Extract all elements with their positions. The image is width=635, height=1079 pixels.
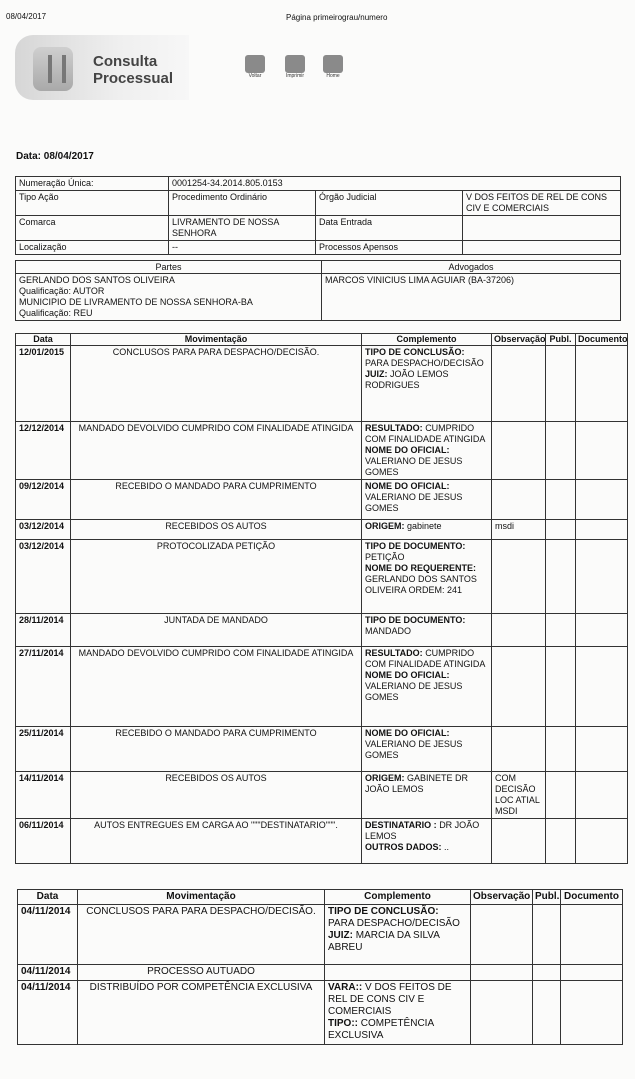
movement-publ [546, 422, 576, 480]
movement-description: CONCLUSOS PARA PARA DESPACHO/DECISÃO. [78, 905, 325, 965]
movement-document [576, 346, 628, 422]
movement-row [16, 480, 628, 520]
complement-value: VALERIANO DE JESUS GOMES [365, 681, 463, 702]
movement-description: CONCLUSOS PARA PARA DESPACHO/DECISÃO. [71, 346, 362, 422]
movement-publ [546, 520, 576, 540]
movement-complement [362, 772, 492, 819]
movement-description: PROCESSO AUTUADO [78, 965, 325, 981]
movement-observation [492, 540, 546, 614]
movement-observation [471, 905, 533, 965]
movement-row [18, 905, 623, 965]
movement-observation [492, 727, 546, 772]
page-date: Data: 08/04/2017 [16, 151, 94, 162]
movement-document [576, 819, 628, 864]
col-complemento: Complemento [325, 890, 471, 905]
movement-date: 28/11/2014 [16, 614, 71, 647]
complement-key: OUTROS DADOS: [365, 842, 442, 852]
home-icon [323, 55, 343, 73]
complement-value: MANDADO [365, 626, 412, 636]
movement-publ [533, 965, 561, 981]
complement-key: NOME DO REQUERENTE: [365, 563, 477, 573]
movement-publ [533, 905, 561, 965]
complement-value: VALERIANO DE JESUS GOMES [365, 739, 463, 760]
movement-observation: msdi [492, 520, 546, 540]
parte-name: GERLANDO DOS SANTOS OLIVEIRA [19, 275, 175, 285]
movement-date: 03/12/2014 [16, 520, 71, 540]
col-documento: Documento [561, 890, 623, 905]
tipo-acao-value: Procedimento Ordinário [169, 191, 316, 216]
movement-description: MANDADO DEVOLVIDO CUMPRIDO COM FINALIDADE ATINGIDA [71, 422, 362, 480]
movement-complement [362, 540, 492, 614]
movement-complement [362, 422, 492, 480]
movement-observation: COM DECISÃO LOC ATIAL MSDI [492, 772, 546, 819]
movement-publ [546, 819, 576, 864]
movement-row [16, 614, 628, 647]
movement-publ [546, 480, 576, 520]
back-button[interactable]: Voltar [240, 55, 270, 79]
movement-date: 12/12/2014 [16, 422, 71, 480]
parte-qualificacao: Qualificação: AUTOR [19, 286, 105, 296]
orgao-value: V DOS FEITOS DE REL DE CONS CIV E COMERCIAIS [463, 191, 621, 216]
comarca-value: LIVRAMENTO DE NOSSA SENHORA [169, 216, 316, 241]
movement-observation [492, 819, 546, 864]
movement-document [576, 520, 628, 540]
complement-key: JUIZ: [365, 369, 388, 379]
movement-complement [362, 614, 492, 647]
movement-observation [492, 422, 546, 480]
complement-value: DR JOÃO LEMOS [365, 820, 480, 841]
movement-date: 06/11/2014 [16, 819, 71, 864]
complement-value: CUMPRIDO COM FINALIDADE ATINGIDA [365, 423, 486, 444]
partes-header: Partes [16, 261, 322, 274]
movement-observation [492, 647, 546, 727]
movement-observation [471, 981, 533, 1045]
movement-document [561, 981, 623, 1045]
numeracao-label: Numeração Única: [16, 177, 169, 191]
movement-document [576, 727, 628, 772]
movement-description: AUTOS ENTREGUES EM CARGA AO """DESTINATARIO""". [71, 819, 362, 864]
home-button[interactable]: Home [318, 55, 348, 79]
localizacao-value: -- [169, 241, 316, 255]
movement-row [18, 981, 623, 1045]
movement-description: MANDADO DEVOLVIDO CUMPRIDO COM FINALIDADE ATINGIDA [71, 647, 362, 727]
complement-key: NOME DO OFICIAL: [365, 728, 450, 738]
movement-document [561, 965, 623, 981]
movement-document [576, 647, 628, 727]
movement-publ [546, 727, 576, 772]
complement-key: JUIZ: [328, 930, 353, 941]
movement-document [561, 905, 623, 965]
complement-value: V DOS FEITOS DE REL DE CONS CIV E COMERCIAIS [328, 982, 452, 1017]
data-entrada-value [463, 216, 621, 241]
movement-observation [471, 965, 533, 981]
apensos-value [463, 241, 621, 255]
movement-description: RECEBIDO O MANDADO PARA CUMPRIMENTO [71, 480, 362, 520]
consulta-processual-logo [15, 35, 189, 100]
complement-key: VARA:: [328, 982, 363, 993]
localizacao-label: Localização [16, 241, 169, 255]
movement-complement [362, 727, 492, 772]
complement-key: TIPO:: [328, 1018, 358, 1029]
complement-key: NOME DO OFICIAL: [365, 445, 450, 455]
justice-emblem-icon [33, 47, 73, 91]
col-observacao: Observação [492, 334, 546, 346]
complement-key: TIPO DE CONCLUSÃO: [328, 906, 439, 917]
movement-row [16, 727, 628, 772]
movement-description: PROTOCOLIZADA PETIÇÃO [71, 540, 362, 614]
complement-value: PARA DESPACHO/DECISÃO [328, 918, 460, 929]
movement-description: RECEBIDO O MANDADO PARA CUMPRIMENTO [71, 727, 362, 772]
movement-complement [325, 905, 471, 965]
complement-key: TIPO DE CONCLUSÃO: [365, 347, 465, 357]
parte-qualificacao: Qualificação: REU [19, 308, 93, 318]
print-button[interactable]: Imprimir [280, 55, 310, 79]
parte-name: MUNICIPIO DE LIVRAMENTO DE NOSSA SENHORA-BA [19, 297, 253, 307]
col-data: Data [16, 334, 71, 346]
movement-complement [362, 647, 492, 727]
movement-complement [325, 981, 471, 1045]
movement-publ [546, 346, 576, 422]
complement-value: CUMPRIDO COM FINALIDADE ATINGIDA [365, 648, 486, 669]
complement-value: GABINETE DR JOÃO LEMOS [365, 773, 469, 794]
movement-publ [533, 981, 561, 1045]
movement-document [576, 422, 628, 480]
complement-key: ORIGEM: [365, 773, 405, 783]
complement-value: JOÃO LEMOS RODRIGUES [365, 369, 449, 390]
movement-date: 14/11/2014 [16, 772, 71, 819]
movement-observation [492, 614, 546, 647]
col-publ: Publ. [533, 890, 561, 905]
movement-observation [492, 346, 546, 422]
printer-icon [285, 55, 305, 73]
movement-document [576, 480, 628, 520]
apensos-label: Processos Apensos [316, 241, 463, 255]
complement-value: VALERIANO DE JESUS GOMES [365, 456, 463, 477]
movement-complement [325, 965, 471, 981]
advogado-cell: MARCOS VINICIUS LIMA AGUIAR (BA-37206) [322, 274, 621, 321]
movement-row [18, 965, 623, 981]
print-date: 08/04/2017 [6, 12, 47, 21]
complement-value: COMPETÊNCIA EXCLUSIVA [328, 1018, 434, 1041]
movement-date: 03/12/2014 [16, 540, 71, 614]
complement-key: ORIGEM: [365, 521, 405, 531]
col-data: Data [18, 890, 78, 905]
movement-publ [546, 772, 576, 819]
complement-key: RESULTADO: [365, 423, 423, 433]
movement-complement [362, 480, 492, 520]
movement-publ [546, 647, 576, 727]
movement-date: 09/12/2014 [16, 480, 71, 520]
orgao-label: Órgão Judicial [316, 191, 463, 216]
movement-row [16, 819, 628, 864]
movement-complement [362, 520, 492, 540]
complement-key: NOME DO OFICIAL: [365, 481, 450, 491]
complement-value: GERLANDO DOS SANTOS OLIVEIRA ORDEM: 241 [365, 574, 477, 595]
movement-publ [546, 614, 576, 647]
back-arrow-icon [245, 55, 265, 73]
numeracao-value: 0001254-34.2014.805.0153 [169, 177, 621, 191]
comarca-label: Comarca [16, 216, 169, 241]
movement-row [16, 346, 628, 422]
complement-key: DESTINATARIO : [365, 820, 437, 830]
complement-key: TIPO DE DOCUMENTO: [365, 541, 466, 551]
movement-row [16, 772, 628, 819]
movement-document [576, 540, 628, 614]
movement-row [16, 647, 628, 727]
complement-value: MARCIA DA SILVA ABREU [328, 930, 440, 953]
complement-key: NOME DO OFICIAL: [365, 670, 450, 680]
movement-observation [492, 480, 546, 520]
movement-row [16, 422, 628, 480]
logo-line2: Processual [93, 70, 174, 87]
process-info-table [15, 176, 621, 255]
col-documento: Documento [576, 334, 628, 346]
movement-date: 12/01/2015 [16, 346, 71, 422]
movement-description: JUNTADA DE MANDADO [71, 614, 362, 647]
complement-key: RESULTADO: [365, 648, 423, 658]
movement-complement [362, 819, 492, 864]
movement-description: RECEBIDOS OS AUTOS [71, 520, 362, 540]
col-publ: Publ. [546, 334, 576, 346]
complement-key: TIPO DE DOCUMENTO: [365, 615, 466, 625]
complement-value: PETIÇÃO [365, 552, 405, 562]
col-complemento: Complemento [362, 334, 492, 346]
movement-row [16, 540, 628, 614]
tipo-acao-label: Tipo Ação [16, 191, 169, 216]
partes-cell [16, 274, 322, 321]
movement-date: 04/11/2014 [18, 981, 78, 1045]
complement-value: gabinete [407, 521, 442, 531]
col-observacao: Observação [471, 890, 533, 905]
col-movimentacao: Movimentação [71, 334, 362, 346]
movements-table-continued [17, 889, 623, 1045]
movement-publ [546, 540, 576, 614]
page-header-title: Página primeirograu/numero [286, 13, 388, 22]
movement-date: 04/11/2014 [18, 965, 78, 981]
logo-line1: Consulta [93, 53, 158, 70]
movement-date: 25/11/2014 [16, 727, 71, 772]
movement-date: 04/11/2014 [18, 905, 78, 965]
movement-description: RECEBIDOS OS AUTOS [71, 772, 362, 819]
movement-document [576, 772, 628, 819]
parties-table [15, 260, 621, 321]
data-entrada-label: Data Entrada [316, 216, 463, 241]
complement-value: VALERIANO DE JESUS GOMES [365, 492, 463, 513]
movement-row [16, 520, 628, 540]
col-movimentacao: Movimentação [78, 890, 325, 905]
complement-value: .. [444, 842, 450, 852]
advogados-header: Advogados [322, 261, 621, 274]
complement-value: PARA DESPACHO/DECISÃO [365, 358, 484, 368]
movement-document [576, 614, 628, 647]
movement-complement [362, 346, 492, 422]
movements-table [15, 333, 628, 864]
movement-date: 27/11/2014 [16, 647, 71, 727]
movement-description: DISTRIBUÍDO POR COMPETÊNCIA EXCLUSIVA [78, 981, 325, 1045]
